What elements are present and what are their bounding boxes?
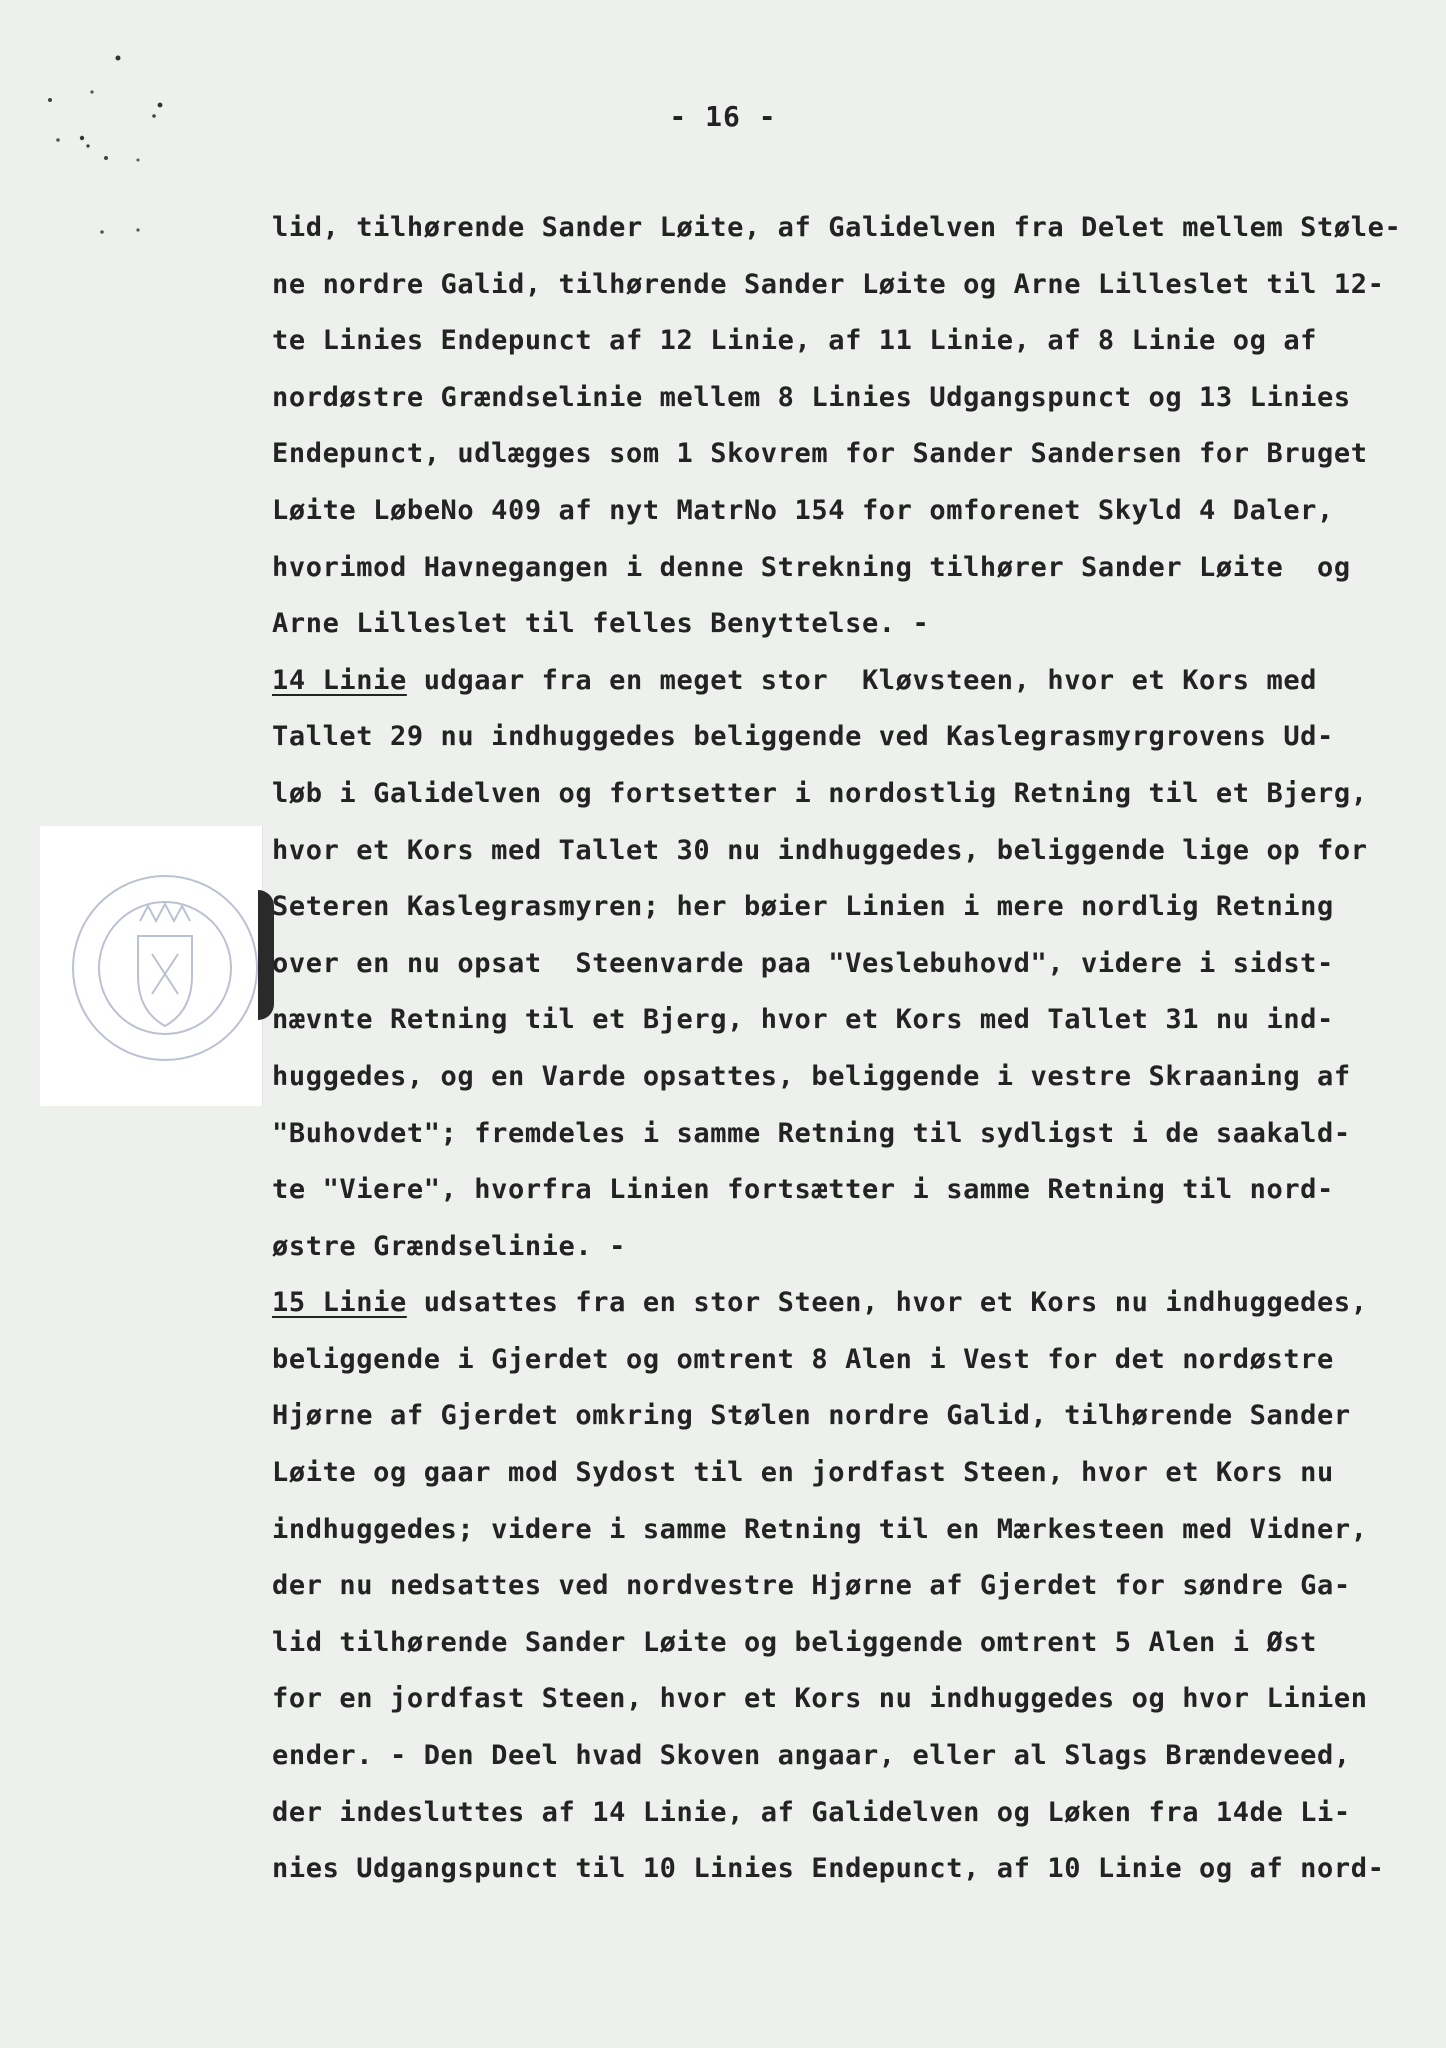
text-line: "Buhovdet"; fremdeles i samme Retning til sydligst i de saakald-: [272, 1117, 1351, 1149]
text-line: te "Viere", hvorfra Linien fortsætter i samme Retning til nord-: [272, 1174, 1334, 1206]
text-line: Arne Lilleslet til felles Benyttelse. -: [272, 608, 930, 640]
text-line: nordøstre Grændselinie mellem 8 Linies Udgangspunct og 13 Linies: [272, 381, 1351, 413]
text-line: te Linies Endepunct af 12 Linie, af 11 Linie, af 8 Linie og af: [272, 325, 1318, 357]
text-line: indhuggedes; videre i samme Retning til en Mærkesteen med Vidner,: [272, 1513, 1368, 1545]
text-line: Tallet 29 nu indhuggedes beliggende ved Kaslegrasmyrgrovens Ud-: [272, 721, 1334, 753]
text-line: østre Grændselinie. -: [272, 1230, 626, 1262]
text-line: hvorimod Havnegangen i denne Strekning tilhører Sander Løite og: [272, 551, 1351, 583]
text-line: ender. - Den Deel hvad Skoven angaar, eller al Slags Brændeveed,: [272, 1740, 1351, 1772]
text-line: hvor et Kors med Tallet 30 nu indhuggedes, beliggende lige op for: [272, 834, 1368, 866]
text-line: for en jordfast Steen, hvor et Kors nu indhuggedes og hvor Linien: [272, 1683, 1368, 1715]
text-line: lid, tilhørende Sander Løite, af Galidelven fra Delet mellem Støle-: [272, 212, 1402, 243]
archive-stamp: [40, 826, 263, 1106]
section-heading-15-linie: 15 Linie: [272, 1287, 407, 1319]
text-line: løb i Galidelven og fortsetter i nordostlig Retning til et Bjerg,: [272, 777, 1368, 809]
section-heading-line: [272, 653, 1422, 710]
text-line: Seteren Kaslegrasmyren; her bøier Linien i mere nordlig Retning: [272, 891, 1334, 923]
text-line: Løite LøbeNo 409 af nyt MatrNo 154 for omforenet Skyld 4 Daler,: [272, 494, 1334, 526]
text-line: ne nordre Galid, tilhørende Sander Løite og Arne Lilleslet til 12-: [272, 268, 1385, 300]
text-line: over en nu opsat Steenvarde paa "Veslebuhovd", videre i sidst-: [272, 947, 1334, 979]
text-line: der indesluttes af 14 Linie, af Galidelven og Løken fra 14de Li-: [272, 1796, 1351, 1828]
section-heading-14-linie: 14 Linie: [272, 664, 407, 696]
text-line: beliggende i Gjerdet og omtrent 8 Alen i Vest for det nordøstre: [272, 1343, 1334, 1375]
text-line: Hjørne af Gjerdet omkring Stølen nordre Galid, tilhørende Sander: [272, 1400, 1351, 1432]
text-line: huggedes, og en Varde opsattes, beliggende i vestre Skraaning af: [272, 1060, 1351, 1092]
text-line-rest: udsattes fra en stor Steen, hvor et Kors nu indhuggedes,: [406, 1287, 1368, 1319]
text-line: Løite og gaar mod Sydost til en jordfast Steen, hvor et Kors nu: [272, 1457, 1334, 1489]
body-text: [272, 200, 1422, 1898]
text-line: nies Udgangspunct til 10 Linies Endepunct, af 10 Linie og af nord-: [272, 1853, 1385, 1885]
text-line: nævnte Retning til et Bjerg, hvor et Kors med Tallet 31 nu ind-: [272, 1004, 1334, 1036]
text-line: lid tilhørende Sander Løite og beliggende omtrent 5 Alen i Øst: [272, 1626, 1318, 1658]
section-heading-line: [272, 1275, 1422, 1332]
text-line: Endepunct, udlægges som 1 Skovrem for Sander Sandersen for Bruget: [272, 438, 1368, 470]
text-line: der nu nedsattes ved nordvestre Hjørne af Gjerdet for søndre Ga-: [272, 1570, 1351, 1602]
page-number: - 16 -: [669, 100, 777, 133]
text-line-rest: udgaar fra en meget stor Kløvsteen, hvor et Kors med: [406, 664, 1318, 696]
